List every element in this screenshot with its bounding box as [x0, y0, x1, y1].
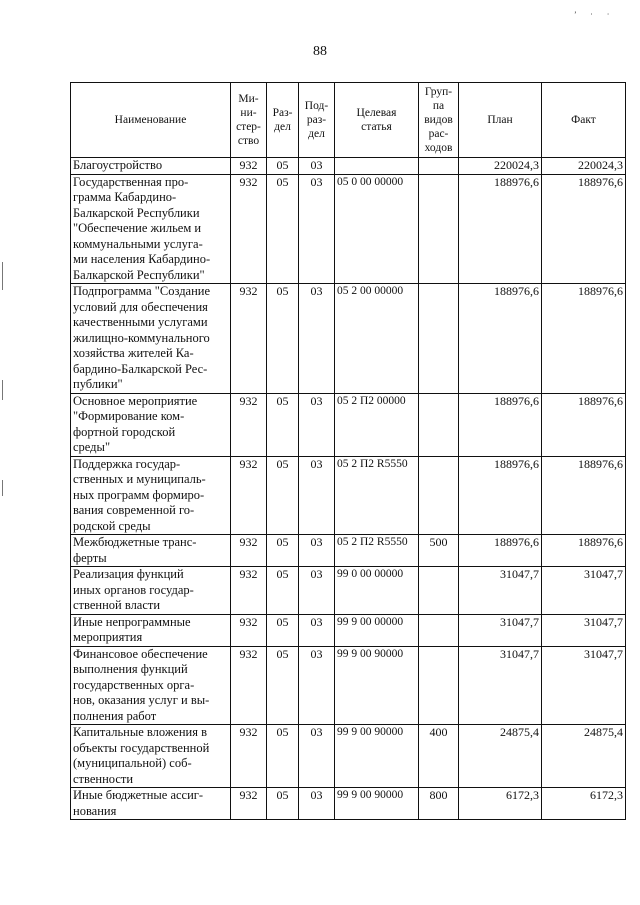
cell-expense-group — [419, 567, 459, 615]
cell-subsection: 03 — [299, 158, 335, 175]
cell-plan: 31047,7 — [459, 567, 542, 615]
cell-name: Благоустройство — [71, 158, 231, 175]
cell-expense-group — [419, 158, 459, 175]
cell-plan: 31047,7 — [459, 614, 542, 646]
cell-ministry: 932 — [231, 788, 267, 820]
cell-fact: 31047,7 — [542, 567, 626, 615]
cell-plan: 31047,7 — [459, 646, 542, 725]
cell-fact: 31047,7 — [542, 646, 626, 725]
cell-fact: 220024,3 — [542, 158, 626, 175]
cell-fact: 31047,7 — [542, 614, 626, 646]
table-body — [71, 158, 626, 820]
table-row — [71, 393, 626, 456]
cell-ministry: 932 — [231, 456, 267, 535]
cell-ministry: 932 — [231, 393, 267, 456]
cell-plan: 188976,6 — [459, 535, 542, 567]
cell-expense-group — [419, 174, 459, 284]
cell-plan: 220024,3 — [459, 158, 542, 175]
cell-ministry: 932 — [231, 284, 267, 394]
cell-target: 05 0 00 00000 — [335, 174, 419, 284]
cell-target: 99 0 00 00000 — [335, 567, 419, 615]
cell-ministry: 932 — [231, 535, 267, 567]
scan-edge-mark — [2, 380, 3, 400]
cell-target: 05 2 П2 00000 — [335, 393, 419, 456]
cell-fact: 24875,4 — [542, 725, 626, 788]
cell-target: 05 2 00 00000 — [335, 284, 419, 394]
cell-name: Подпрограмма "Создание условий для обеспечения качественными услугами жилищно-коммунального хозяйства жителей Ка- бардино-Балкарской Рес- публики" — [71, 284, 231, 394]
header-fact: Факт — [542, 83, 626, 158]
table-row — [71, 535, 626, 567]
table-row — [71, 788, 626, 820]
cell-name: Реализация функций иных органов государ- ственной власти — [71, 567, 231, 615]
cell-target: 05 2 П2 R5550 — [335, 535, 419, 567]
cell-ministry: 932 — [231, 614, 267, 646]
cell-plan: 188976,6 — [459, 284, 542, 394]
budget-table — [70, 82, 626, 820]
cell-plan: 188976,6 — [459, 456, 542, 535]
cell-section: 05 — [267, 614, 299, 646]
header-subsection: Под- раз- дел — [299, 83, 335, 158]
table-row — [71, 456, 626, 535]
cell-section: 05 — [267, 788, 299, 820]
cell-section: 05 — [267, 456, 299, 535]
cell-plan: 6172,3 — [459, 788, 542, 820]
cell-ministry: 932 — [231, 646, 267, 725]
cell-target: 99 9 00 90000 — [335, 646, 419, 725]
page-number: 88 — [313, 44, 327, 59]
header-section: Раз- дел — [267, 83, 299, 158]
table-row — [71, 646, 626, 725]
cell-name: Государственная про- грамма Кабардино- Балкарской Республики "Обеспечение жильем и коммунальными услуга- ми населения Кабардино- Балкарской Республики" — [71, 174, 231, 284]
cell-expense-group — [419, 393, 459, 456]
cell-subsection: 03 — [299, 646, 335, 725]
cell-name: Иные бюджетные ассиг- нования — [71, 788, 231, 820]
cell-subsection: 03 — [299, 614, 335, 646]
cell-expense-group: 800 — [419, 788, 459, 820]
cell-name: Межбюджетные транс- ферты — [71, 535, 231, 567]
cell-subsection: 03 — [299, 393, 335, 456]
cell-name: Поддержка государ- ственных и муниципаль- ных программ формиро- вания современной го- родской среды — [71, 456, 231, 535]
cell-subsection: 03 — [299, 284, 335, 394]
cell-plan: 24875,4 — [459, 725, 542, 788]
cell-expense-group — [419, 646, 459, 725]
cell-fact: 188976,6 — [542, 456, 626, 535]
cell-fact: 6172,3 — [542, 788, 626, 820]
cell-target: 99 9 00 90000 — [335, 788, 419, 820]
cell-ministry: 932 — [231, 725, 267, 788]
scan-edge-mark — [2, 262, 3, 290]
table-header-row — [71, 83, 626, 158]
cell-subsection: 03 — [299, 456, 335, 535]
cell-plan: 188976,6 — [459, 393, 542, 456]
scan-edge-mark — [2, 480, 3, 496]
scan-marks: ’ · · — [574, 10, 616, 19]
cell-section: 05 — [267, 646, 299, 725]
cell-ministry: 932 — [231, 567, 267, 615]
cell-target — [335, 158, 419, 175]
cell-name: Основное мероприятие "Формирование ком- фортной городской среды" — [71, 393, 231, 456]
header-name: Наименование — [71, 83, 231, 158]
cell-section: 05 — [267, 158, 299, 175]
cell-subsection: 03 — [299, 788, 335, 820]
cell-section: 05 — [267, 535, 299, 567]
cell-subsection: 03 — [299, 535, 335, 567]
cell-name: Финансовое обеспечение выполнения функций государственных орга- нов, оказания услуг и вы- полнения работ — [71, 646, 231, 725]
cell-fact: 188976,6 — [542, 535, 626, 567]
table-row — [71, 174, 626, 284]
table-row — [71, 158, 626, 175]
cell-section: 05 — [267, 567, 299, 615]
cell-plan: 188976,6 — [459, 174, 542, 284]
table-row — [71, 614, 626, 646]
cell-name: Иные непрограммные мероприятия — [71, 614, 231, 646]
cell-fact: 188976,6 — [542, 393, 626, 456]
cell-expense-group: 500 — [419, 535, 459, 567]
cell-expense-group: 400 — [419, 725, 459, 788]
cell-target: 99 9 00 90000 — [335, 725, 419, 788]
header-ministry: Ми- ни- стер- ство — [231, 83, 267, 158]
cell-expense-group — [419, 614, 459, 646]
table-row — [71, 284, 626, 394]
cell-target: 99 9 00 00000 — [335, 614, 419, 646]
cell-name: Капитальные вложения в объекты государственной (муниципальной) соб- ственности — [71, 725, 231, 788]
table-row — [71, 725, 626, 788]
cell-section: 05 — [267, 725, 299, 788]
cell-subsection: 03 — [299, 567, 335, 615]
cell-subsection: 03 — [299, 725, 335, 788]
header-plan: План — [459, 83, 542, 158]
header-target: Целевая статья — [335, 83, 419, 158]
header-expense-group: Груп- па видов рас- ходов — [419, 83, 459, 158]
cell-subsection: 03 — [299, 174, 335, 284]
cell-target: 05 2 П2 R5550 — [335, 456, 419, 535]
cell-ministry: 932 — [231, 158, 267, 175]
cell-fact: 188976,6 — [542, 284, 626, 394]
cell-fact: 188976,6 — [542, 174, 626, 284]
cell-section: 05 — [267, 393, 299, 456]
cell-expense-group — [419, 456, 459, 535]
cell-expense-group — [419, 284, 459, 394]
table-row — [71, 567, 626, 615]
cell-ministry: 932 — [231, 174, 267, 284]
cell-section: 05 — [267, 284, 299, 394]
cell-section: 05 — [267, 174, 299, 284]
